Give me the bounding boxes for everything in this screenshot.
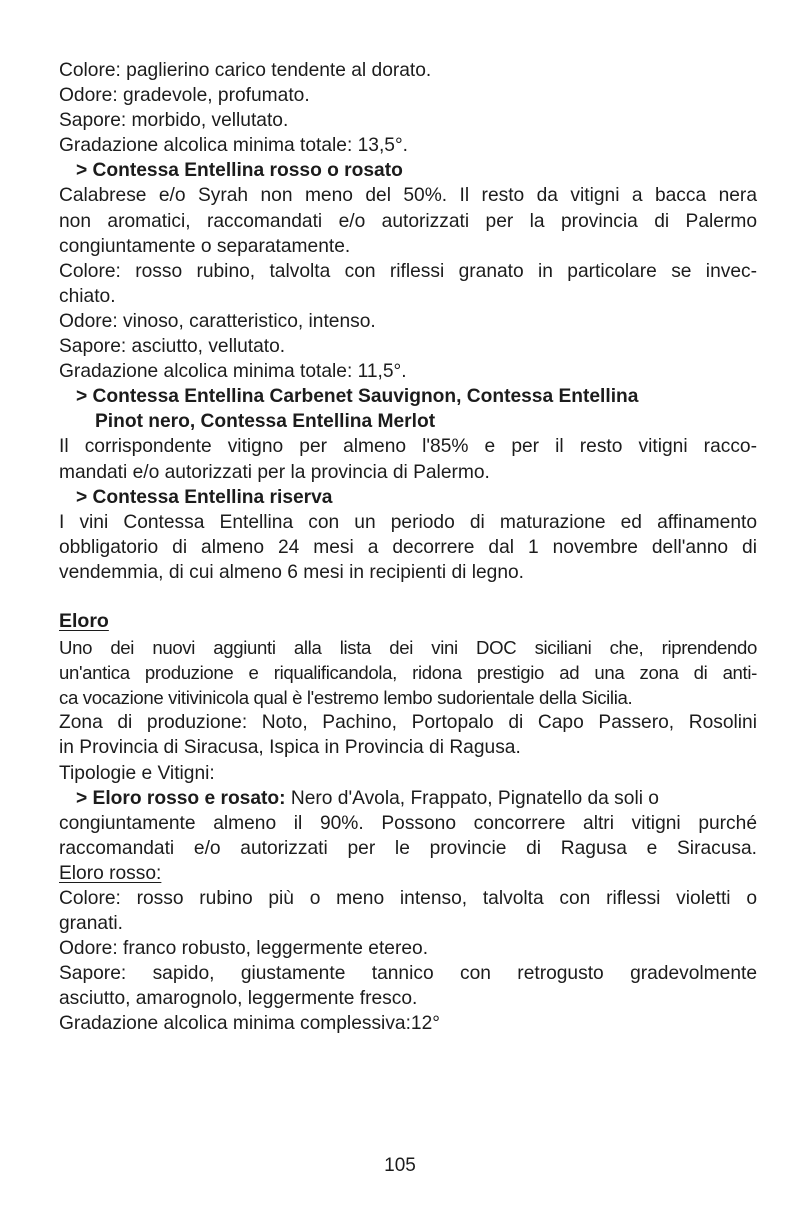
- text-line: non aromatici, raccomandati e/o autorizzati per la provincia di Palermo: [59, 210, 757, 232]
- text-line: Gradazione alcolica minima complessiva:12°: [59, 1013, 440, 1035]
- text-line: Odore: vinoso, caratteristico, intenso.: [59, 310, 376, 332]
- text-line: un'antica produzione e riqualificandola, ridona prestigio ad una zona di anti-: [59, 662, 757, 684]
- text-line: mandati e/o autorizzati per la provincia di Palermo.: [59, 461, 490, 483]
- text-line: Colore: rosso rubino più o meno intenso, talvolta con riflessi violetti o: [59, 888, 757, 909]
- subheading: Eloro rosso:: [59, 862, 162, 884]
- section-heading: > Contessa Entellina rosso o rosato: [76, 160, 403, 182]
- text-line: Gradazione alcolica minima totale: 11,5°.: [59, 361, 407, 383]
- text-line: Colore: rosso rubino, talvolta con riflessi granato in particolare se invec-: [59, 260, 757, 282]
- text-line: Tipologie e Vitigni:: [59, 762, 215, 784]
- text-line: obbligatorio di almeno 24 mesi a decorrere dal 1 novembre dell'anno di: [59, 536, 757, 558]
- section-heading-continued: Pinot nero, Contessa Entellina Merlot: [95, 411, 436, 433]
- text-line: vendemmia, di cui almeno 6 mesi in recipienti di legno.: [59, 561, 524, 583]
- text-line: Odore: franco robusto, leggermente etereo.: [59, 938, 429, 960]
- text-line: raccomandati e/o autorizzati per le provincie di Ragusa e Siracusa.: [59, 837, 757, 859]
- page-body: [59, 58, 757, 1037]
- text-line: chiato.: [59, 285, 116, 307]
- text-line: asciutto, amarognolo, leggermente fresco.: [59, 988, 418, 1010]
- section-heading: > Eloro rosso e rosato:: [76, 787, 286, 809]
- text-line: Calabrese e/o Syrah non meno del 50%. Il resto da vitigni a bacca nera: [59, 185, 757, 207]
- text-line: Odore: gradevole, profumato.: [59, 85, 310, 107]
- text-line: Il corrispondente vitigno per almeno l'85% e per il resto vitigni racco-: [59, 436, 757, 458]
- section-heading: > Contessa Entellina riserva: [76, 486, 333, 508]
- text-line: Zona di produzione: Noto, Pachino, Portopalo di Capo Passero, Rosolini: [59, 712, 757, 734]
- text-line: Sapore: sapido, giustamente tannico con retrogusto gradevolmente: [59, 963, 757, 985]
- text-line: granati.: [59, 913, 123, 935]
- text-line: Uno dei nuovi aggiunti alla lista dei vini DOC siciliani che, riprendendo: [59, 637, 757, 659]
- text-line: I vini Contessa Entellina con un periodo di maturazione ed affinamento: [59, 511, 757, 533]
- text-line: in Provincia di Siracusa, Ispica in Provincia di Ragusa.: [59, 737, 521, 759]
- text-line: Sapore: asciutto, vellutato.: [59, 336, 286, 358]
- paragraph-gap: [59, 585, 757, 609]
- text-line: Colore: paglierino carico tendente al dorato.: [59, 60, 432, 81]
- text-line: congiuntamente almeno il 90%. Possono concorrere altri vitigni purché: [59, 812, 757, 834]
- text-line: congiuntamente o separatamente.: [59, 235, 351, 257]
- text-line: ca vocazione vitivinicola qual è l'estremo lembo sudorientale della Sicilia.: [59, 687, 633, 709]
- text-line: Gradazione alcolica minima totale: 13,5°.: [59, 135, 408, 157]
- text-span: Nero d'Avola, Frappato, Pignatello da soli o: [290, 787, 659, 809]
- eloro-title: Eloro: [59, 609, 109, 632]
- text-line: Sapore: morbido, vellutato.: [59, 110, 289, 132]
- page-number: 105: [384, 1155, 416, 1176]
- section-heading: > Contessa Entellina Carbenet Sauvignon, Contessa Entellina: [76, 386, 639, 408]
- text-line: [59, 786, 757, 811]
